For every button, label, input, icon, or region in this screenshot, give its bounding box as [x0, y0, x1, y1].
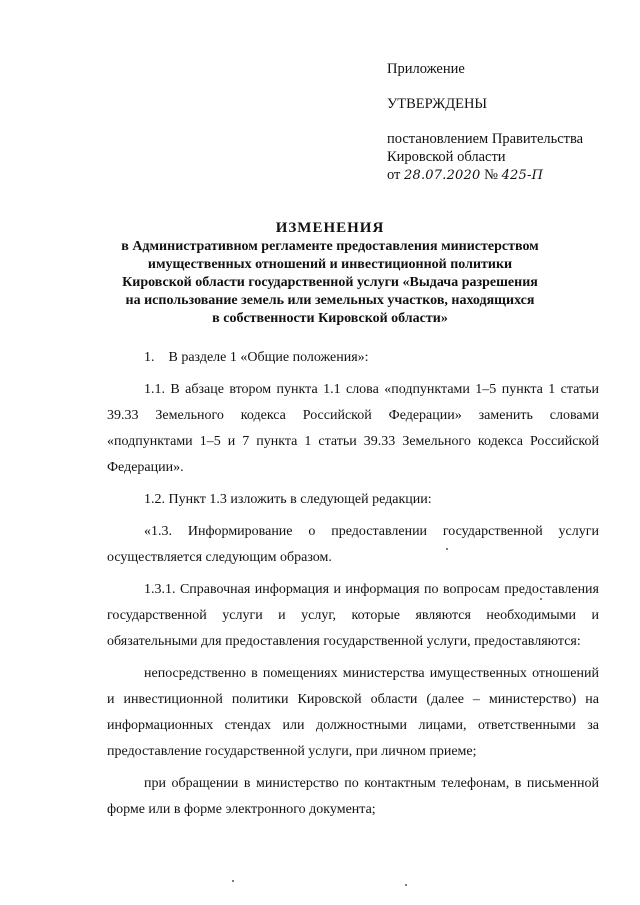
from-prefix: от: [387, 167, 401, 183]
title-line-3: Кировской области государственной услуги «Выдача разрешения: [122, 275, 538, 290]
title-line-1: в Административном регламенте предоставления министерством: [121, 239, 539, 254]
title-line-2: имущественных отношений и инвестиционной политики: [147, 257, 513, 272]
paragraph-6: непосредственно в помещениях министерства имущественных отношений и инвестиционной политики Кировской области (далее – министерство) на информационных стендах или должностными лицами, ответственными за предоставление государственной услуги, при личном приеме;: [107, 666, 599, 759]
decree-line-2: Кировской области: [387, 149, 506, 165]
paragraph-5: 1.3.1. Справочная информация и информация по вопросам предоставления государственной услуги и услуг, которые являются необходимыми и обязательными для предоставления государственной услуги, предоставляются:: [107, 582, 599, 649]
number-sign: №: [484, 167, 498, 183]
handwritten-date: 28.07.2020: [404, 168, 481, 183]
paragraph-3: 1.2. Пункт 1.3 изложить в следующей редакции:: [144, 492, 432, 507]
decree-date-number: [387, 166, 583, 185]
approved-label: УТВЕРЖДЕНЫ: [387, 96, 488, 112]
scan-speck: [405, 884, 407, 886]
scan-speck: [232, 880, 234, 882]
document-title: [60, 218, 600, 328]
paragraph-2: 1.1. В абзаце втором пункта 1.1 слова «подпунктами 1–5 пункта 1 статьи 39.33 Земельного кодекса Российской Федерации» заменить словами «подпунктами 1–5 и 7 пункта 1 статьи 39.33 Земельного кодекса Российской Федерации».: [107, 382, 599, 475]
title-line-4: на использование земель или земельных участков, находящихся: [125, 293, 535, 308]
paragraph-7: при обращении в министерство по контактным телефонам, в письменной форме или в форме электронного документа;: [107, 776, 599, 817]
scan-speck: [540, 598, 542, 600]
document-body: [107, 345, 599, 823]
paragraph-4: «1.3. Информирование о предоставлении государственной услуги осуществляется следующим образом.: [107, 524, 599, 565]
title-line-5: в собственности Кировской области»: [212, 311, 448, 326]
decree-line-1: постановлением Правительства: [387, 131, 584, 147]
paragraph-1: 1. В разделе 1 «Общие положения»:: [144, 350, 369, 365]
scan-speck: [446, 548, 448, 550]
title-heading: ИЗМЕНЕНИЯ: [275, 220, 385, 236]
approval-decree: [387, 130, 583, 185]
handwritten-number: 425-П: [501, 168, 544, 183]
annex-label: Приложение: [387, 61, 465, 77]
